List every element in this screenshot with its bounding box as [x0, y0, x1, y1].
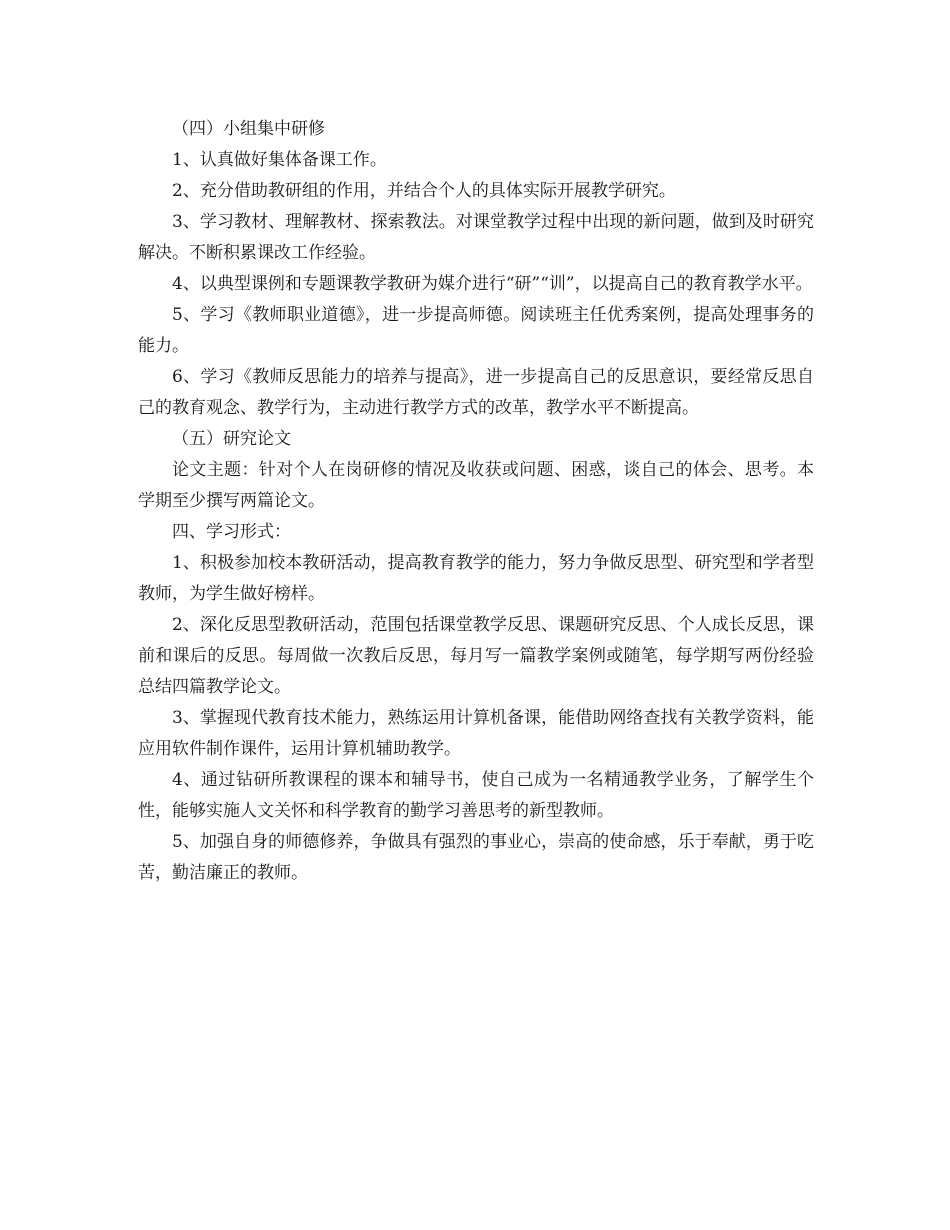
paragraph-item: 5、学习《教师职业道德》，进一步提高师德。阅读班主任优秀案例，提高处理事务的能力。: [138, 305, 814, 356]
paragraph-item: 1、认真做好集体备课工作。: [172, 150, 387, 170]
paragraph-item: 3、掌握现代教育技术能力，熟练运用计算机备课，能借助网络查找有关教学资料，能应用软件制作课件，运用计算机辅助教学。: [138, 708, 814, 759]
paragraph-item: 2、深化反思型教研活动，范围包括课堂教学反思、课题研究反思、个人成长反思，课前和课后的反思。每周做一次教后反思，每月写一篇教学案例或随笔，每学期写两份经验总结四篇教学论文。: [138, 615, 814, 697]
heading-research-paper: （五）研究论文: [172, 429, 291, 449]
paragraph-item: 3、学习教材、理解教材、探索教法。对课堂教学过程中出现的新问题，做到及时研究解决。不断积累课改工作经验。: [138, 212, 814, 263]
heading-learning-form: 四、学习形式：: [172, 522, 291, 542]
heading-group-study: （四）小组集中研修: [172, 119, 325, 139]
paragraph-item: 论文主题：针对个人在岗研修的情况及收获或问题、困惑，谈自己的体会、思考。本学期至少撰写两篇论文。: [138, 460, 814, 511]
paragraph-item: 2、充分借助教研组的作用，并结合个人的具体实际开展教学研究。: [172, 181, 676, 201]
paragraph-item: 4、以典型课例和专题课教学教研为媒介进行“研”“训”，以提高自己的教育教学水平。: [172, 274, 813, 294]
document-body: [138, 114, 814, 889]
paragraph-item: 1、积极参加校本教研活动，提高教育教学的能力，努力争做反思型、研究型和学者型教师，为学生做好榜样。: [138, 553, 814, 604]
paragraph-item: 6、学习《教师反思能力的培养与提高》，进一步提高自己的反思意识，要经常反思自己的教育观念、教学行为，主动进行教学方式的改革，教学水平不断提高。: [138, 367, 814, 418]
paragraph-item: 4、通过钻研所教课程的课本和辅导书，使自己成为一名精通教学业务，了解学生个性，能够实施人文关怀和科学教育的勤学习善思考的新型教师。: [138, 770, 814, 821]
paragraph-item: 5、加强自身的师德修养，争做具有强烈的事业心，崇高的使命感，乐于奉献，勇于吃苦，勤洁廉正的教师。: [138, 832, 814, 883]
